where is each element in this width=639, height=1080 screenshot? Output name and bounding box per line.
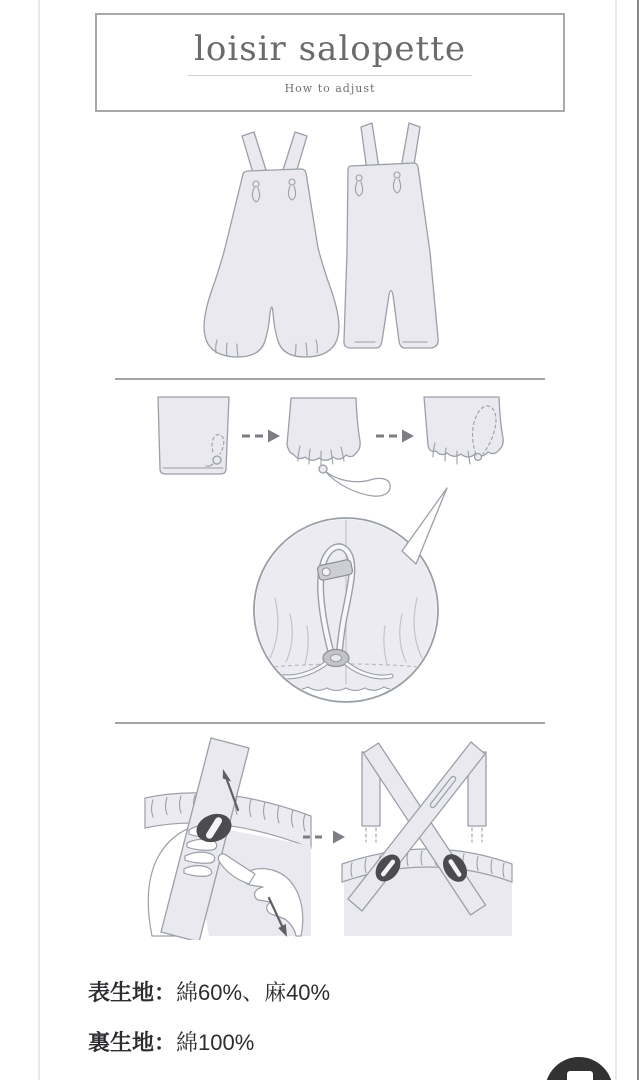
hem-adjustment-illustration — [39, 388, 605, 722]
floating-action-button[interactable] — [545, 1057, 613, 1080]
overalls-illustration — [39, 118, 605, 370]
title-underline — [188, 75, 472, 76]
product-header — [95, 13, 565, 112]
outer-fabric-label: 表生地 — [88, 980, 155, 1005]
lining-fabric-label: 裏生地 — [88, 1030, 155, 1055]
cuff-step-3 — [424, 397, 503, 464]
product-title: loisir salopette — [194, 29, 466, 69]
fab-icon — [567, 1071, 593, 1080]
header-subtitle: How to adjust — [284, 82, 376, 95]
overalls-cinched-hem — [204, 132, 339, 357]
section-divider — [115, 722, 545, 724]
drawcord-detail-circle — [254, 488, 447, 702]
fabric-composition — [88, 982, 330, 1080]
lining-fabric-value: 綿100% — [176, 1030, 255, 1055]
cuff-step-2 — [287, 398, 390, 496]
content-border-right — [615, 0, 617, 1080]
overalls-released-hem — [344, 123, 438, 348]
cuff-step-1 — [158, 397, 229, 474]
section-divider — [115, 378, 545, 380]
strap-adjustment-illustration — [39, 730, 605, 940]
strap-adjustment-hands — [145, 738, 311, 940]
callout-pointer — [402, 488, 447, 564]
lining-fabric-line: 裏生地：綿100% — [88, 1030, 255, 1055]
outer-fabric-line: 表生地：綿60%、麻40% — [88, 980, 331, 1005]
outer-fabric-value: 綿60%、麻40% — [176, 980, 331, 1005]
arrow-step-2-icon — [376, 430, 414, 443]
arrow-step-1-icon — [242, 430, 280, 443]
crossed-straps-back — [342, 742, 512, 936]
